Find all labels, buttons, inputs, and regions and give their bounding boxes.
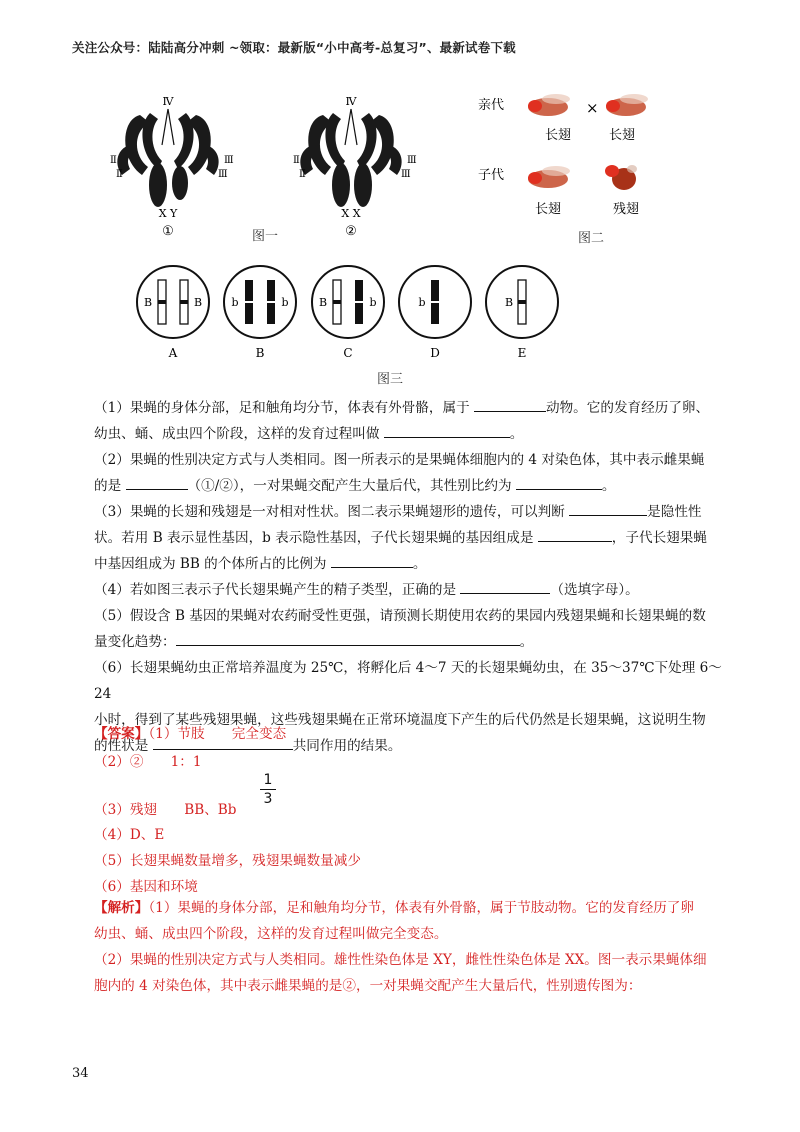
svg-text:B: B (318, 296, 328, 309)
karyotype-1-label: ① (162, 224, 174, 239)
question-3: （3）果蝇的长翅和残翅是一对相对性状。图二表示果蝇翅形的遗传，可以判断 是隐性性 (94, 499, 734, 525)
explanation-tag: 【解析】 (94, 900, 149, 916)
blank-q2-1[interactable] (126, 475, 188, 490)
cell-c-label: C (343, 346, 353, 360)
question-2: （2）果蝇的性别决定方式与人类相同。图一所表示的是果蝇体细胞内的 4 对染色体，其中表示雌果蝇 (94, 452, 705, 468)
blank-q5[interactable] (176, 631, 520, 646)
answer-line-4: （4）D、E (94, 827, 165, 843)
fraction-one-third: 1 3 (260, 773, 276, 806)
question-1: （1）果蝇的身体分部，足和触角均分节，体表有外骨骼，属于 动物。它的发育经历了卵、 (94, 395, 734, 421)
fly-offspring-vestigial (605, 165, 637, 190)
svg-text:Ⅳ: Ⅳ (345, 95, 357, 108)
roman-iv: Ⅳ (162, 95, 174, 108)
svg-text:Ⅲ: Ⅲ (407, 155, 417, 166)
fly-parent-1 (528, 94, 570, 116)
question-4: （4）若如图三表示子代长翅果蝇产生的精子类型，正确的是 （选填字母）。 (94, 577, 734, 603)
blank-q2-2[interactable] (516, 475, 602, 490)
answer-line-2: （2）② 1：1 (94, 754, 202, 770)
answer-tag: 【答案】 (94, 726, 149, 742)
cell-e-label: E (517, 346, 527, 360)
svg-text:b: b (418, 296, 426, 309)
blank-q3-2[interactable] (538, 527, 612, 542)
karyotype-2-label: ② (345, 224, 357, 239)
svg-text:b: b (231, 296, 239, 309)
page-header: 关注公众号：陆陆高分冲刺 ~领取：最新版“小中高考-总复习”、最新试卷下载 (72, 40, 516, 55)
svg-text:B: B (193, 296, 203, 309)
karyotype-2 (293, 95, 417, 239)
cell-b (224, 266, 296, 360)
cell-c (312, 266, 384, 360)
question-5: （5）假设含 B 基因的果蝇对农药耐受性更强，请预测长期使用农药的果园内残翅果蝇和长翅果蝇的数 (94, 608, 706, 624)
figure1-caption: 图一 (251, 229, 279, 244)
figure-3 (137, 266, 558, 387)
cell-d-label: D (430, 346, 440, 360)
cross-symbol: × (586, 99, 599, 117)
sex-chrom-label-1: X Y (158, 207, 178, 220)
blank-q4[interactable] (460, 579, 550, 594)
svg-text:Ⅱ: Ⅱ (299, 169, 306, 180)
svg-text:Ⅲ: Ⅲ (218, 169, 228, 180)
svg-text:B: B (504, 296, 514, 309)
svg-text:b: b (369, 296, 377, 309)
fly-parent-2 (606, 94, 648, 116)
fly-offspring-long (528, 166, 570, 188)
answer-line-5: （5）长翅果蝇数量增多，残翅果蝇数量减少 (94, 853, 361, 869)
offspring-label: 子代 (478, 168, 505, 183)
karyotype-1 (110, 95, 234, 239)
roman-iii: Ⅲ (224, 155, 234, 166)
answer-line-3: （3）残翅 BB、Bb (94, 802, 237, 818)
figure2-caption: 图二 (577, 231, 605, 246)
blank-q1-2[interactable] (384, 423, 510, 438)
sex-chrom-label-2: X X (341, 207, 361, 220)
question-6: （6）长翅果蝇幼虫正常培养温度为 25℃，将孵化后 4～7 天的长翅果蝇幼虫，在 35～37℃下处理 6～24 (94, 660, 722, 702)
answer-line-1: 【答案】（1）节肢 完全变态 (94, 726, 287, 742)
cell-a (137, 266, 209, 360)
offspring2-trait: 残翅 (612, 202, 640, 217)
answer-line-6: （6）基因和环境 (94, 879, 198, 895)
cell-e (486, 266, 558, 360)
cell-d (399, 266, 471, 360)
blank-q3-3[interactable] (331, 553, 413, 568)
figure3-caption: 图三 (376, 372, 404, 387)
svg-text:Ⅱ: Ⅱ (293, 155, 300, 166)
svg-text:B: B (143, 296, 153, 309)
explanation-block: 【解析】（1）果蝇的身体分部，足和触角均分节，体表有外骨骼，属于节肢动物。它的发育经历了卵 幼虫、蛹、成虫四个阶段，这样的发育过程叫做完全变态。 （2）果蝇的性别决定方式与人类相同。雄性性染色体是 XY，雌性性染色体是 XX。图一表示果蝇体细 胞内的 4 对染色体，其中表示雌果蝇的是②，一对果蝇交配产生大量后代，性别遗传图为： (94, 900, 707, 994)
svg-text:Ⅲ: Ⅲ (401, 169, 411, 180)
parent1-trait: 长翅 (544, 128, 572, 143)
page-number: 34 (72, 1066, 89, 1081)
cell-b-label: B (255, 346, 265, 360)
offspring1-trait: 长翅 (534, 202, 562, 217)
svg-text:b: b (281, 296, 289, 309)
svg-text:Ⅱ: Ⅱ (116, 169, 123, 180)
questions-block: （1）果蝇的身体分部，足和触角均分节，体表有外骨骼，属于 动物。它的发育经历了卵、 幼虫、蛹、成虫四个阶段，这样的发育过程叫做 。 （2）果蝇的性别决定方式与人类相同。图一所表示的是果蝇体细胞内的 4 对染色体，其中表示雌果蝇 的是 （①/②），一对果蝇交配产生大量后代，其性别比约为 。 （3）果蝇的长翅和残翅是一对相对性状。图二表示果蝇翅形的遗传，可以判断 是隐性性 状。若用 B 表示显性基因，b 表示隐性基因，子代长翅果蝇的基因组成是 ，子代长翅果蝇 中基因组成为 BB 的个体所占的比例为 。 （4）若如图三表示子代长翅果蝇产生的精子类型，正确的是 （选填字母）。 （5）假设含 B 基因的果蝇对农药耐受性更强，请预测长期使用农药的果园内残翅果蝇和长翅果蝇的数 量变化趋势： 。 （6）长翅果蝇幼虫正常培养温度为 25℃，将孵化后 4～7 天的长翅果蝇幼虫，在 35～37℃下处理 6～24 小时，得到了某些残翅果蝇，这些残翅果蝇在正常环境温度下产生的后代仍然是长翅果蝇，这说明生物 的性状是 共同作用的结果。 (94, 395, 734, 759)
parent2-trait: 长翅 (608, 128, 636, 143)
roman-ii: Ⅱ (110, 155, 117, 166)
parent-label: 亲代 (478, 98, 505, 113)
blank-q3-1[interactable] (569, 501, 647, 516)
figures-area (0, 85, 800, 400)
figure-2 (478, 94, 648, 246)
cell-a-label: A (168, 346, 178, 360)
blank-q1-1[interactable] (474, 397, 546, 412)
